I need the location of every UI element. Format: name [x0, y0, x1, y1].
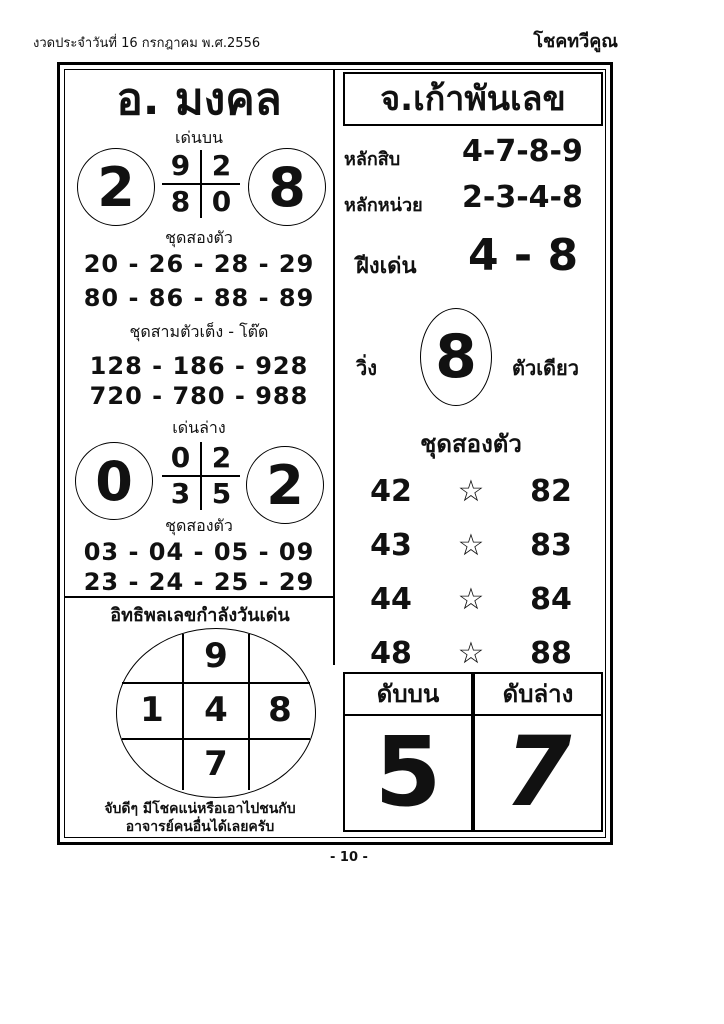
bottom-grid-digit: 5 — [211, 477, 232, 510]
pair-right: 83 — [530, 527, 572, 563]
triples-row1: 128 - 186 - 928 — [89, 352, 309, 380]
right-pairs-list — [336, 464, 606, 680]
top-grid-digit: 9 — [170, 149, 191, 182]
single-suffix: ตัวเดียว — [512, 356, 579, 380]
bottom-grid-digit: 2 — [211, 441, 232, 474]
tens-value: 4-7-8-9 — [462, 134, 583, 169]
top-grid-digit: 0 — [211, 185, 232, 218]
influence-hline-2 — [122, 738, 310, 740]
star-icon: ☆ — [457, 581, 485, 617]
top-grid-digit: 8 — [170, 185, 191, 218]
pair-left: 43 — [370, 527, 412, 563]
right-pairs-title: ชุดสองตัว — [420, 430, 522, 458]
close-top-label: ดับบน — [345, 674, 471, 716]
influence-right-digit: 8 — [268, 690, 292, 730]
pair-row — [336, 464, 606, 518]
focus-value: 4 - 8 — [468, 230, 579, 281]
pair-left: 48 — [370, 635, 412, 671]
influence-title: อิทธิพลเลขกำลังวันเด่น — [110, 605, 290, 626]
focus-label: ฝีงเด่น — [356, 254, 417, 279]
top-pair-label: ชุดสองตัว — [165, 228, 233, 247]
column-divider — [333, 69, 335, 665]
close-bottom-value: 7 — [504, 716, 572, 828]
influence-bottom-digit: 7 — [204, 744, 228, 784]
top-grid-digit: 2 — [211, 149, 232, 182]
bottom-grid-hline — [162, 475, 240, 477]
units-value: 2-3-4-8 — [462, 180, 583, 215]
pair-right: 84 — [530, 581, 572, 617]
top-grid-hline — [162, 183, 240, 185]
tens-label: หลักสิบ — [344, 149, 401, 170]
close-top-value: 5 — [374, 716, 442, 828]
bottom-grid-digit: 3 — [170, 477, 191, 510]
top-circle-left: 2 — [77, 148, 155, 226]
top-pairs-row2: 80 - 86 - 88 - 89 — [83, 284, 315, 312]
bottom-pair-label: ชุดสองตัว — [165, 516, 233, 535]
left-title: อ. มงคล — [116, 74, 282, 125]
influence-center-digit: 4 — [204, 690, 228, 730]
units-label: หลักหน่วย — [344, 195, 423, 216]
bottom-label: เด่นล่าง — [172, 418, 226, 437]
influence-top-digit: 9 — [204, 636, 228, 676]
bottom-pairs-row2: 23 - 24 - 25 - 29 — [83, 568, 315, 596]
pair-row — [336, 572, 606, 626]
single-digit-oval: 8 — [420, 308, 492, 406]
influence-hline-1 — [122, 682, 310, 684]
star-icon: ☆ — [457, 635, 485, 671]
influence-left-digit: 1 — [140, 690, 164, 730]
bottom-circle-right: 2 — [246, 446, 324, 524]
influence-caption-1: จับดีๆ มีโชคแน่หรือเอาไปชนกับ — [104, 801, 296, 817]
left-section-divider — [64, 596, 334, 598]
close-bottom-label: ดับล่าง — [475, 674, 601, 716]
bottom-pairs-row1: 03 - 04 - 05 - 09 — [83, 538, 315, 566]
top-pairs-row1: 20 - 26 - 28 - 29 — [83, 250, 315, 278]
issue-date: งวดประจำวันที่ 16 กรกฎาคม พ.ศ.2556 — [33, 36, 261, 51]
triples-row2: 720 - 780 - 988 — [89, 382, 309, 410]
top-label: เด่นบน — [175, 128, 223, 147]
pair-right: 88 — [530, 635, 572, 671]
brand-name: โชคทวีคูณ — [533, 31, 618, 52]
top-circle-right: 8 — [248, 148, 326, 226]
close-bottom-box — [473, 672, 603, 832]
bottom-circle-left: 0 — [75, 442, 153, 520]
page-number: - 10 - — [330, 850, 368, 865]
pair-row — [336, 518, 606, 572]
triple-label: ชุดสามตัวเต็ง - โต๊ด — [129, 322, 269, 341]
pair-left: 42 — [370, 473, 412, 509]
right-title: จ.เก้าพันเลข — [343, 72, 603, 126]
star-icon: ☆ — [457, 473, 485, 509]
pair-left: 44 — [370, 581, 412, 617]
close-top-box — [343, 672, 473, 832]
influence-caption-2: อาจารย์คนอื่นได้เลยครับ — [125, 819, 275, 835]
single-prefix: วิ่ง — [356, 356, 377, 380]
pair-right: 82 — [530, 473, 572, 509]
bottom-grid-digit: 0 — [170, 441, 191, 474]
star-icon: ☆ — [457, 527, 485, 563]
